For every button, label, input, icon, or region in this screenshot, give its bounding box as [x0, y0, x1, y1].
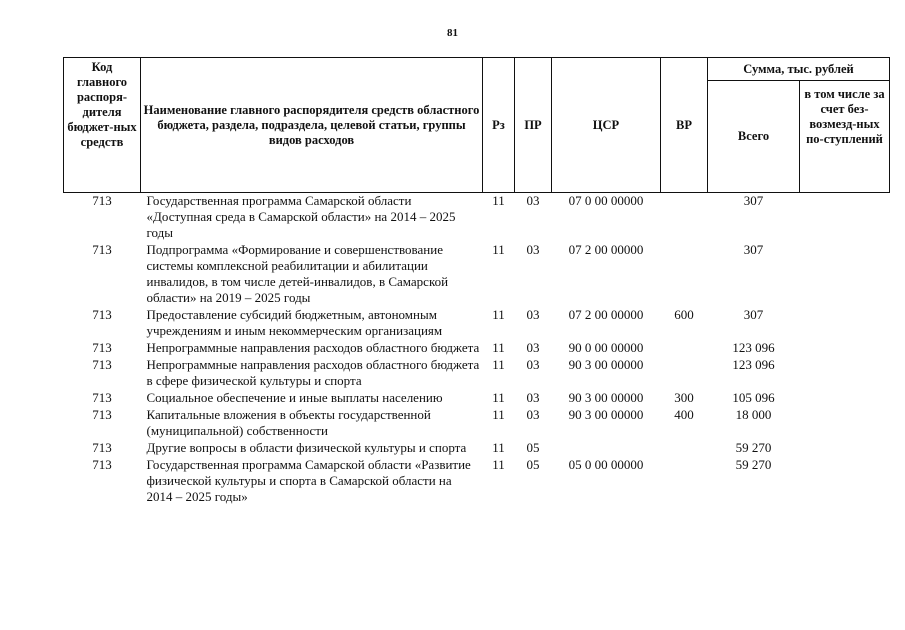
cell-rz: 11 [492, 390, 505, 405]
cell-name: Непрограммные направления расходов областного бюджета [146, 340, 480, 355]
cell-incl [800, 193, 890, 243]
cell-rz: 11 [492, 307, 505, 322]
cell-vr [661, 457, 708, 506]
cell-csr: 90 0 00 00000 [568, 340, 644, 355]
table-row [64, 242, 890, 307]
cell-vr [661, 193, 708, 243]
header-vr: ВР [661, 58, 708, 193]
cell-incl [800, 440, 890, 457]
cell-name: Социальное обеспечение и иные выплаты населению [146, 390, 443, 405]
cell-csr: 05 0 00 00000 [568, 457, 644, 472]
cell-name: Предоставление субсидий бюджетным, автономным учреждениям и иным некоммерческим организациям [146, 307, 443, 338]
cell-pr: 03 [526, 407, 540, 422]
cell-incl [800, 242, 890, 307]
cell-vr [661, 357, 708, 390]
cell-incl [800, 390, 890, 407]
cell-rz: 11 [492, 340, 505, 355]
cell-total: 105 096 [732, 390, 775, 405]
cell-code: 713 [92, 457, 112, 472]
header-sum: Сумма, тыс. рублей [708, 58, 890, 81]
cell-total: 307 [743, 193, 764, 208]
table-row [64, 193, 890, 243]
cell-incl [800, 340, 890, 357]
cell-vr: 400 [674, 407, 694, 422]
header-rz: Рз [483, 58, 515, 193]
cell-vr: 300 [674, 390, 694, 405]
cell-total: 307 [743, 307, 764, 322]
cell-total: 59 270 [735, 457, 772, 472]
table-row [64, 357, 890, 390]
cell-incl [800, 307, 890, 340]
cell-name: Другие вопросы в области физической культуры и спорта [146, 440, 467, 455]
cell-total: 307 [743, 242, 764, 257]
cell-pr: 03 [526, 307, 540, 322]
cell-csr: 90 3 00 00000 [568, 407, 644, 422]
cell-rz: 11 [492, 357, 505, 372]
header-name: Наименование главного распорядителя средств областного бюджета, раздела, подраздела, целевой статьи, группы видов расходов [141, 58, 483, 193]
cell-rz: 11 [492, 440, 505, 455]
page-number: 81 [447, 27, 458, 39]
table-body [64, 193, 890, 507]
cell-code: 713 [92, 390, 112, 405]
header-csr: ЦСР [552, 58, 661, 193]
cell-pr: 03 [526, 193, 540, 208]
cell-total: 18 000 [735, 407, 772, 422]
header-total: Всего [708, 81, 800, 193]
cell-code: 713 [92, 440, 112, 455]
budget-table-container [63, 57, 889, 506]
table-header [64, 58, 890, 193]
cell-incl [800, 407, 890, 440]
cell-code: 713 [92, 357, 112, 372]
cell-rz: 11 [492, 407, 505, 422]
cell-name: Непрограммные направления расходов областного бюджета в сфере физической культуры и спорта [146, 357, 480, 388]
cell-name: Капитальные вложения в объекты государственной (муниципальной) собственности [146, 407, 431, 438]
cell-csr [552, 440, 661, 457]
cell-code: 713 [92, 407, 112, 422]
cell-pr: 03 [526, 390, 540, 405]
cell-csr: 07 2 00 00000 [568, 307, 644, 322]
header-code: Код главного распоря-дителя бюджет-ных средств [64, 58, 141, 193]
cell-code: 713 [92, 242, 112, 257]
cell-total: 123 096 [732, 357, 775, 372]
table-row [64, 440, 890, 457]
cell-incl [800, 357, 890, 390]
table-row [64, 457, 890, 506]
cell-csr: 90 3 00 00000 [568, 357, 644, 372]
table-row [64, 390, 890, 407]
cell-total: 123 096 [732, 340, 775, 355]
header-pr: ПР [515, 58, 552, 193]
cell-rz: 11 [492, 242, 505, 257]
cell-name: Подпрограмма «Формирование и совершенствование системы комплексной реабилитации и абилитации инвалидов, в том числе детей-инвалидов, в Самарской области» на 2019 – 2025 годы [146, 242, 449, 305]
cell-incl [800, 457, 890, 506]
cell-total: 59 270 [735, 440, 772, 455]
cell-code: 713 [92, 307, 112, 322]
cell-vr: 600 [674, 307, 694, 322]
cell-pr: 03 [526, 340, 540, 355]
table-row [64, 340, 890, 357]
table-row [64, 307, 890, 340]
cell-csr: 07 0 00 00000 [568, 193, 644, 208]
cell-name: Государственная программа Самарской области «Доступная среда в Самарской области» на 2014 – 2025 годы [146, 193, 456, 240]
cell-name: Государственная программа Самарской области «Развитие физической культуры и спорта в Самарской области на 2014 – 2025 годы» [146, 457, 471, 504]
cell-vr [661, 340, 708, 357]
cell-rz: 11 [492, 193, 505, 208]
cell-vr [661, 242, 708, 307]
cell-rz: 11 [492, 457, 505, 472]
table-row [64, 407, 890, 440]
budget-table [63, 57, 890, 506]
cell-pr: 05 [526, 440, 540, 455]
cell-csr: 07 2 00 00000 [568, 242, 644, 257]
cell-pr: 05 [526, 457, 540, 472]
cell-vr [661, 440, 708, 457]
cell-csr: 90 3 00 00000 [568, 390, 644, 405]
cell-code: 713 [92, 340, 112, 355]
cell-code: 713 [92, 193, 112, 208]
cell-pr: 03 [526, 242, 540, 257]
header-incl: в том числе за счет без-возмезд-ных по-ступлений [800, 81, 890, 193]
cell-pr: 03 [526, 357, 540, 372]
